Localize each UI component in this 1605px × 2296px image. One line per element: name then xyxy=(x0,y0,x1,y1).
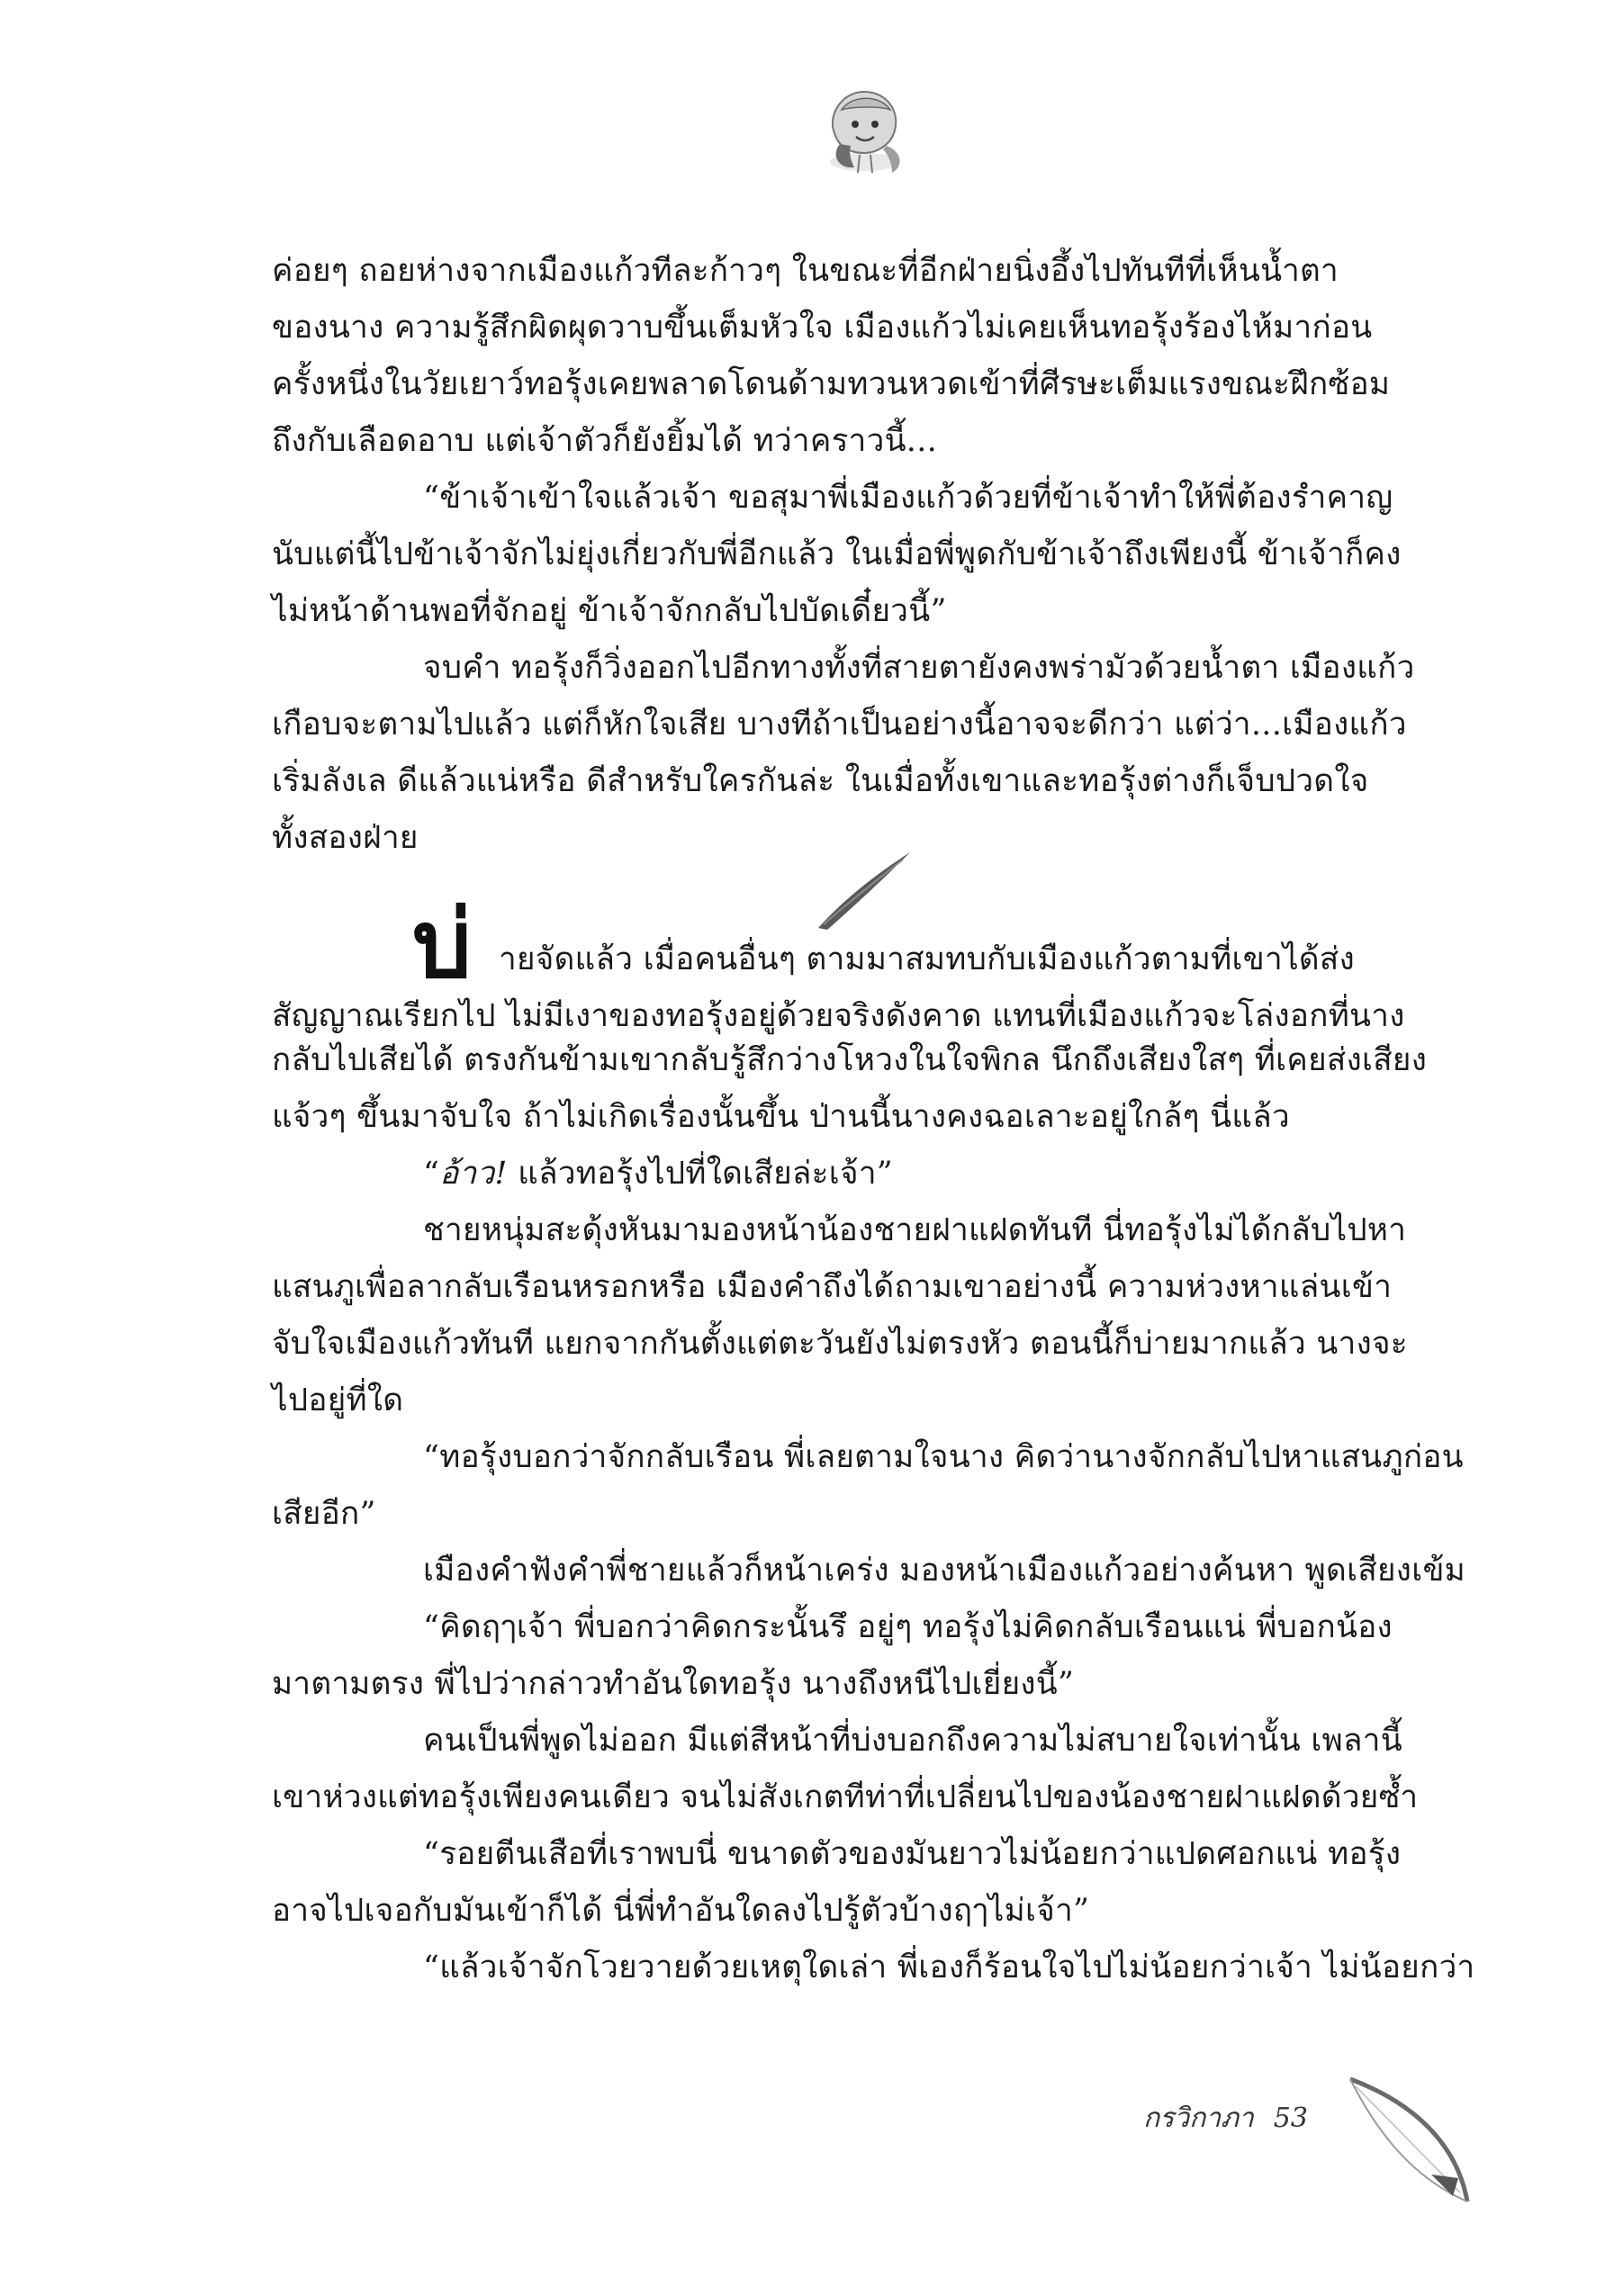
text-line: “ทอรุ้งบอกว่าจักกลับเรือน พี่เลยตามใจนาง คิดว่านางจักกลับไปหาแสนภูก่อน xyxy=(423,1439,1464,1475)
text-line: ถึงกับเลือดอาบ แต่เจ้าตัวก็ยังยิ้มได้ ทว่าคราวนี้... xyxy=(272,423,938,459)
page-footer xyxy=(1143,2097,1308,2139)
text-line: “คิดฤๅเจ้า พี่บอกว่าคิดกระนั้นรึ อยู่ๆ ทอรุ้งไม่คิดกลับเรือนแน่ พี่บอกน้อง xyxy=(423,1609,1393,1645)
italic-exclamation: อ้าว! xyxy=(439,1156,508,1192)
dialogue-rest: แล้วทอรุ้งไปที่ใดเสียล่ะเจ้า” xyxy=(507,1156,893,1192)
text-line: แจ้วๆ ขึ้นมาจับใจ ถ้าไม่เกิดเรื่องนั้นขึ้น ป่านนี้นางคงฉอเลาะอยู่ใกล้ๆ นี่แล้ว xyxy=(272,1099,1290,1135)
text-line: กลับไปเสียได้ ตรงกันข้ามเขากลับรู้สึกว่างโหวงในใจพิกล นึกถึงเสียงใสๆ ที่เคยส่งเสียง xyxy=(272,1042,1428,1078)
text-line: ายจัดแล้ว เมื่อคนอื่นๆ ตามมาสมทบกับเมืองแก้วตามที่เขาได้ส่ง xyxy=(499,941,1355,977)
drop-cap: บ่ xyxy=(412,889,473,999)
text-line: “รอยตีนเสือที่เราพบนี่ ขนาดตัวของมันยาวไม่น้อยกว่าแปดศอกแน่ ทอรุ้ง xyxy=(423,1836,1402,1872)
text-line: คนเป็นพี่พูดไม่ออก มีแต่สีหน้าที่บ่งบอกถึงความไม่สบายใจเท่านั้น เพลานี้ xyxy=(423,1723,1402,1759)
text-line: มาตามตรง พี่ไปว่ากล่าวทำอันใดทอรุ้ง นางถึงหนีไปเยี่ยงนี้” xyxy=(272,1666,1075,1702)
text-line: “แล้วเจ้าจักโวยวายด้วยเหตุใดเล่า พี่เองก็ร้อนใจไปไม่น้อยกว่าเจ้า ไม่น้อยกว่า xyxy=(423,1949,1475,1985)
text-line: ไปอยู่ที่ใด xyxy=(272,1382,404,1418)
cartoon-character-ornament-icon xyxy=(815,79,914,187)
text-line: นับแต่นี้ไปข้าเจ้าจักไม่ยุ่งเกี่ยวกับพี่อีกแล้ว ในเมื่อพี่พูดกับข้าเจ้าถึงเพียงนี้ ข้าเจ้าก็คง xyxy=(272,536,1402,572)
bow-ornament-icon xyxy=(1341,2070,1476,2205)
text-line: อาจไปเจอกับมันเข้าก็ได้ นี่พี่ทำอันใดลงไปรู้ตัวบ้างฤๅไม่เจ้า” xyxy=(272,1893,1090,1929)
text-line: เมืองคำฟังคำพี่ชายแล้วก็หน้าเคร่ง มองหน้าเมืองแก้วอย่างค้นหา พูดเสียงเข้ม xyxy=(423,1553,1466,1589)
text-line: ครั้งหนึ่งในวัยเยาว์ทอรุ้งเคยพลาดโดนด้ามทวนหวดเข้าที่ศีรษะเต็มแรงขณะฝึกซ้อม xyxy=(272,366,1391,402)
book-title: กรวิกาภา xyxy=(1143,2102,1254,2134)
text-line: จบคำ ทอรุ้งก็วิ่งออกไปอีกทางทั้งที่สายตายังคงพร่ามัวด้วยน้ำตา เมืองแก้ว xyxy=(423,650,1415,686)
brush-stroke-icon xyxy=(815,849,914,934)
paragraph-group-2 xyxy=(272,1032,1465,1202)
text-line: ทั้งสองฝ่าย xyxy=(272,820,419,856)
page-number: 53 xyxy=(1273,2102,1308,2134)
text-line: เขาห่วงแต่ทอรุ้งเพียงคนเดียว จนไม่สังเกตทีท่าที่เปลี่ยนไปของน้องชายฝาแฝดด้วยซ้ำ xyxy=(272,1779,1419,1815)
text-line: เกือบจะตามไปแล้ว แต่ก็หักใจเสีย บางทีถ้าเป็นอย่างนี้อาจจะดีกว่า แต่ว่า...เมืองแก้ว xyxy=(272,707,1407,743)
text-line: แสนภูเพื่อลากลับเรือนหรอกหรือ เมืองคำถึงได้ถามเขาอย่างนี้ ความห่วงหาแล่นเข้า xyxy=(272,1269,1393,1305)
text-line: ของนาง ความรู้สึกผิดผุดวาบขึ้นเต็มหัวใจ เมืองแก้วไม่เคยเห็นทอรุ้งร้องไห้มาก่อน xyxy=(272,310,1373,346)
text-line: เสียอีก” xyxy=(272,1496,376,1532)
text-line: สัญญาณเรียกไป ไม่มีเงาของทอรุ้งอยู่ด้วยจริงดังคาด แทนที่เมืองแก้วจะโล่งอกที่นาง xyxy=(272,998,1405,1034)
section-break xyxy=(272,889,1465,1034)
text-line: “ข้าเจ้าเข้าใจแล้วเจ้า ขอสุมาพี่เมืองแก้วด้วยที่ข้าเจ้าทำให้พี่ต้องรำคาญ xyxy=(423,480,1393,516)
dialogue-line: “อ้าว! แล้วทอรุ้งไปที่ใดเสียล่ะเจ้า” xyxy=(423,1156,893,1192)
paragraph-group-1 xyxy=(272,243,1465,867)
text-line: ค่อยๆ ถอยห่างจากเมืองแก้วทีละก้าวๆ ในขณะที่อีกฝ่ายนิ่งอึ้งไปทันทีที่เห็นน้ำตา xyxy=(272,253,1339,289)
text-line: ชายหนุ่มสะดุ้งหันมามองหน้าน้องชายฝาแฝดทันที นี่ทอรุ้งไม่ได้กลับไปหา xyxy=(423,1212,1407,1248)
text-line: เริ่มลังเล ดีแล้วแน่หรือ ดีสำหรับใครกันล่ะ ในเมื่อทั้งเขาและทอรุ้งต่างก็เจ็บปวดใจ xyxy=(272,763,1369,799)
text-line: จับใจเมืองแก้วทันที แยกจากกันตั้งแต่ตะวันยังไม่ตรงหัว ตอนนี้ก็บ่ายมากแล้ว นางจะ xyxy=(272,1326,1408,1362)
paragraph-group-3 xyxy=(272,1202,1475,1996)
text-line: ไม่หน้าด้านพอที่จักอยู่ ข้าเจ้าจักกลับไปบัดเดี๋ยวนี้” xyxy=(272,593,947,629)
body-text xyxy=(272,243,1475,1996)
